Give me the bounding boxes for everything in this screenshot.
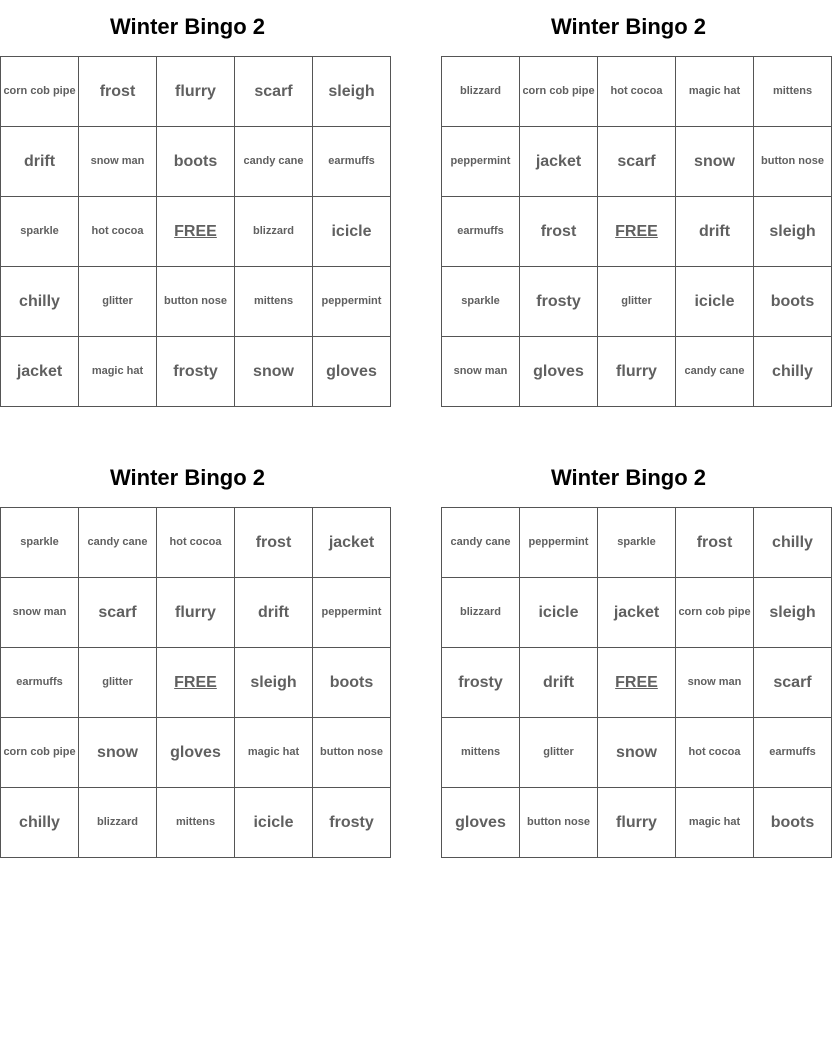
bingo-cell: sleigh [754, 197, 832, 267]
bingo-cell: glitter [79, 267, 157, 337]
bingo-cell: blizzard [235, 197, 313, 267]
bingo-cell: magic hat [676, 788, 754, 858]
free-space: FREE [157, 648, 235, 718]
bingo-cell: sparkle [1, 197, 79, 267]
grid-row [442, 578, 832, 648]
bingo-cell: magic hat [79, 337, 157, 407]
grid-row [1, 197, 391, 267]
bingo-cell: jacket [1, 337, 79, 407]
bingo-cell: frosty [520, 267, 598, 337]
bingo-cell: boots [754, 267, 832, 337]
grid-row [442, 718, 832, 788]
bingo-card-3 [0, 451, 383, 858]
grid-row [442, 508, 832, 578]
bingo-card-4 [441, 451, 816, 858]
grid-row [1, 267, 391, 337]
card-title [441, 0, 816, 56]
bingo-cell: boots [754, 788, 832, 858]
bingo-cell: snow [598, 718, 676, 788]
bingo-cell: frosty [313, 788, 391, 858]
grid-row [1, 127, 391, 197]
bingo-cell: gloves [157, 718, 235, 788]
bingo-cell: jacket [598, 578, 676, 648]
card-title-text: Winter Bingo 2 [109, 14, 266, 39]
bingo-cell: frosty [442, 648, 520, 718]
grid-row [442, 267, 832, 337]
bingo-cell: peppermint [442, 127, 520, 197]
bingo-cell: mittens [157, 788, 235, 858]
bingo-cell: scarf [754, 648, 832, 718]
bingo-card-2 [441, 0, 824, 407]
bingo-cell: hot cocoa [79, 197, 157, 267]
free-space: FREE [598, 648, 676, 718]
bingo-cell: snow [79, 718, 157, 788]
bingo-cell: frost [520, 197, 598, 267]
bingo-cell: scarf [598, 127, 676, 197]
bingo-cell: blizzard [442, 578, 520, 648]
grid-row [1, 508, 391, 578]
bingo-cell: hot cocoa [676, 718, 754, 788]
bingo-cell: mittens [442, 718, 520, 788]
bingo-cell: earmuffs [313, 127, 391, 197]
bingo-cell: corn cob pipe [1, 718, 79, 788]
bingo-cell: candy cane [79, 508, 157, 578]
bingo-cell: sleigh [235, 648, 313, 718]
bingo-cell: sleigh [754, 578, 832, 648]
bingo-cell: chilly [1, 267, 79, 337]
grid-row [442, 57, 832, 127]
bingo-cell: drift [520, 648, 598, 718]
grid-row [442, 127, 832, 197]
grid-row [1, 648, 391, 718]
grid-row [442, 648, 832, 718]
bingo-cell: frosty [157, 337, 235, 407]
bingo-cell: chilly [754, 508, 832, 578]
bingo-cell: drift [1, 127, 79, 197]
grid-row [1, 337, 391, 407]
bingo-grid [441, 507, 832, 858]
bingo-cell: sparkle [1, 508, 79, 578]
card-title-text: Winter Bingo 2 [109, 465, 266, 490]
card-title [0, 451, 375, 507]
bingo-cell: glitter [520, 718, 598, 788]
bingo-cell: flurry [598, 788, 676, 858]
bingo-cell: hot cocoa [598, 57, 676, 127]
bingo-cell: magic hat [235, 718, 313, 788]
bingo-cell: gloves [313, 337, 391, 407]
bingo-cell: mittens [754, 57, 832, 127]
grid-row [1, 718, 391, 788]
bingo-cell: snow man [1, 578, 79, 648]
bingo-cell: peppermint [313, 578, 391, 648]
bingo-cell: earmuffs [1, 648, 79, 718]
bingo-cell: gloves [520, 337, 598, 407]
card-title [0, 0, 375, 56]
bingo-cell: drift [676, 197, 754, 267]
bingo-cell: candy cane [676, 337, 754, 407]
bingo-cell: candy cane [442, 508, 520, 578]
bingo-cell: icicle [676, 267, 754, 337]
bingo-cell: flurry [598, 337, 676, 407]
bingo-cell: sparkle [442, 267, 520, 337]
bingo-cell: peppermint [520, 508, 598, 578]
grid-row [442, 197, 832, 267]
bingo-cell: button nose [313, 718, 391, 788]
bingo-cell: button nose [157, 267, 235, 337]
bingo-cell: jacket [520, 127, 598, 197]
bingo-cell: snow [676, 127, 754, 197]
grid-row [1, 578, 391, 648]
bingo-cell: corn cob pipe [1, 57, 79, 127]
bingo-cell: snow man [79, 127, 157, 197]
bingo-cell: magic hat [676, 57, 754, 127]
bingo-cell: jacket [313, 508, 391, 578]
grid-row [1, 788, 391, 858]
bingo-grid [441, 56, 832, 407]
bingo-cell: snow man [442, 337, 520, 407]
grid-row [442, 788, 832, 858]
bingo-cell: earmuffs [754, 718, 832, 788]
bingo-cell: frost [79, 57, 157, 127]
bingo-cell: corn cob pipe [520, 57, 598, 127]
bingo-cell: drift [235, 578, 313, 648]
card-title-text: Winter Bingo 2 [550, 14, 707, 39]
bingo-cell: flurry [157, 57, 235, 127]
card-title-text: Winter Bingo 2 [550, 465, 707, 490]
bingo-cell: chilly [1, 788, 79, 858]
bingo-cell: scarf [79, 578, 157, 648]
bingo-cell: mittens [235, 267, 313, 337]
grid-row [442, 337, 832, 407]
bingo-cell: peppermint [313, 267, 391, 337]
bingo-cell: sleigh [313, 57, 391, 127]
grid-row [1, 57, 391, 127]
bingo-cell: blizzard [79, 788, 157, 858]
bingo-cell: hot cocoa [157, 508, 235, 578]
bingo-cell: frost [676, 508, 754, 578]
bingo-cell: snow [235, 337, 313, 407]
bingo-cell: scarf [235, 57, 313, 127]
bingo-cell: sparkle [598, 508, 676, 578]
bingo-grid [0, 56, 391, 407]
bingo-cell: glitter [79, 648, 157, 718]
bingo-card-1 [0, 0, 382, 407]
bingo-cell: frost [235, 508, 313, 578]
bingo-cell: snow man [676, 648, 754, 718]
bingo-cell: gloves [442, 788, 520, 858]
bingo-grid [0, 507, 391, 858]
bingo-cell: button nose [520, 788, 598, 858]
bingo-cell: chilly [754, 337, 832, 407]
bingo-cell: boots [313, 648, 391, 718]
bingo-cell: candy cane [235, 127, 313, 197]
bingo-cell: icicle [520, 578, 598, 648]
bingo-cell: icicle [313, 197, 391, 267]
free-space: FREE [598, 197, 676, 267]
bingo-cell: flurry [157, 578, 235, 648]
bingo-cell: glitter [598, 267, 676, 337]
bingo-cell: boots [157, 127, 235, 197]
bingo-cell: earmuffs [442, 197, 520, 267]
free-space: FREE [157, 197, 235, 267]
bingo-cell: icicle [235, 788, 313, 858]
card-title [441, 451, 816, 507]
bingo-cell: blizzard [442, 57, 520, 127]
bingo-cell: corn cob pipe [676, 578, 754, 648]
bingo-cell: button nose [754, 127, 832, 197]
